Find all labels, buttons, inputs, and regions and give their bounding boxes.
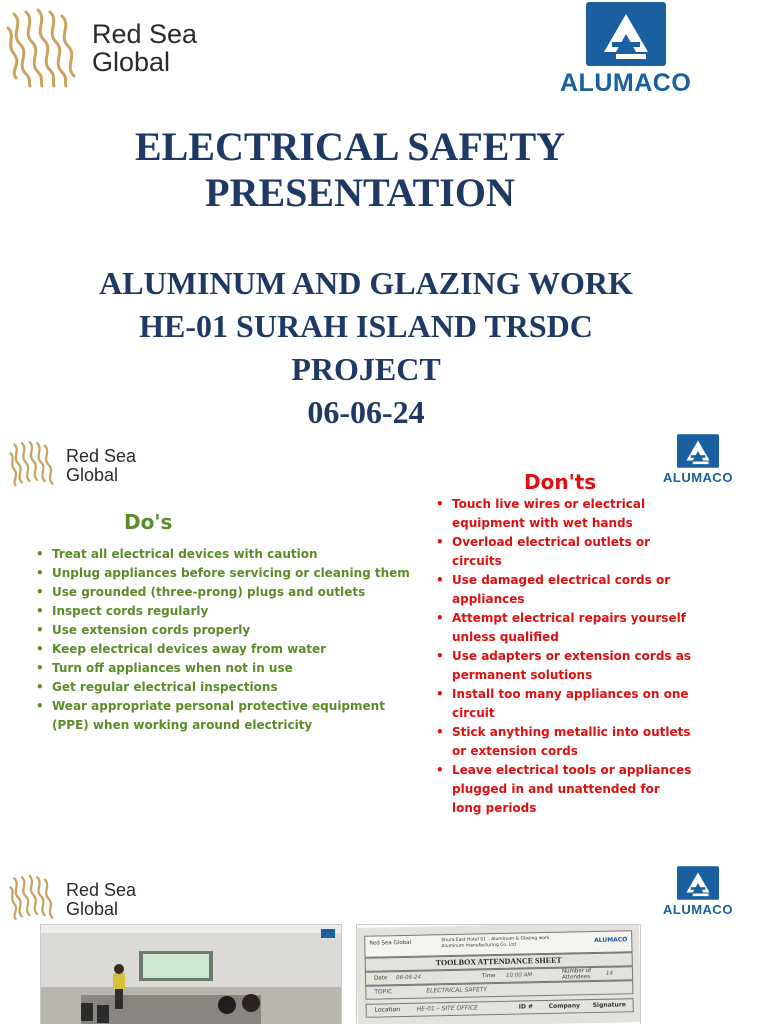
dos-item: • Use extension cords properly [32, 621, 412, 640]
alumaco-logo [560, 2, 691, 98]
sheet-attendees-label: Number of Attendees [561, 968, 592, 981]
sheet-title: TOOLBOX ATTENDANCE SHEET [365, 952, 633, 972]
dos-item: • Treat all electrical devices with caution [32, 545, 412, 564]
red-sea-global-wordmark [66, 881, 136, 919]
sheet-header-text [441, 935, 591, 950]
dos-item: • Keep electrical devices away from water [32, 640, 412, 659]
title-line1: ELECTRICAL SAFETY [134, 124, 566, 169]
rsg-line2: Global [66, 899, 119, 919]
dos-item: • Wear appropriate personal protective equipment (PPE) when working around electricity [32, 697, 412, 735]
presentation-subtitle [16, 262, 716, 432]
dos-item: • Use grounded (three-prong) plugs and outlets [32, 583, 412, 602]
donts-item: • Attempt electrical repairs yourself unless qualified [432, 609, 692, 647]
red-sea-global-logo [4, 8, 197, 88]
dos-item: • Inspect cords regularly [32, 602, 412, 621]
subtitle-line2: HE-01 SURAH ISLAND TRSDC [139, 308, 593, 344]
donts-list [432, 495, 692, 818]
red-sea-global-wave-icon [4, 8, 86, 88]
sheet-col-signature: Signature [592, 1001, 626, 1010]
alumaco-logo [663, 434, 733, 485]
subtitle-line1: ALUMINUM AND GLAZING WORK [99, 265, 633, 301]
red-sea-global-wave-icon [8, 440, 60, 492]
alumaco-wordmark: ALUMACO [560, 69, 692, 97]
sheet-rsg-line1: Red Sea [369, 940, 392, 947]
sheet-date-label: Date [373, 975, 388, 982]
red-sea-global-logo [8, 440, 136, 492]
alumaco-emblem-icon [677, 866, 719, 900]
sheet-date-value: 06-06-24 [395, 974, 422, 982]
sheet-alumaco-mark: ALUMACO [593, 936, 628, 944]
sheet-location-label: Location [374, 1006, 401, 1014]
rsg-line1: Red Sea [66, 880, 137, 901]
sheet-rsg-line2: Global [393, 939, 412, 947]
sheet-time-label: Time [481, 973, 496, 980]
donts-item: • Touch live wires or electrical equipment with wet hands [432, 495, 692, 533]
rsg-line1: Red Sea [66, 446, 137, 467]
donts-item: • Overload electrical outlets or circuits [432, 533, 692, 571]
red-sea-global-wave-icon [8, 874, 60, 926]
donts-item: • Stick anything metallic into outlets or extension cords [432, 723, 692, 761]
title-slide [0, 0, 768, 432]
alumaco-wordmark: ALUMACO [663, 470, 733, 485]
sheet-header-sub: Aluminum manufacturing Co. Ltd [441, 942, 517, 950]
sheet-col-company: Company [548, 1002, 581, 1010]
attendance-sheet-photo [356, 924, 641, 1024]
donts-item: • Leave electrical tools or appliances plugged in and unattended for long periods [432, 761, 692, 818]
alumaco-emblem-icon [677, 434, 719, 468]
sheet-location-value: HE-01 – SITE OFFICE [416, 1004, 478, 1013]
sheet-header-title: Shura East Hotel 01 – Aluminum & Glazing work [441, 935, 550, 944]
presentation-date: 06-06-24 [307, 394, 425, 430]
donts-item: • Install too many appliances on one circuit [432, 685, 692, 723]
alumaco-wordmark: ALUMACO [663, 902, 733, 917]
presentation-title [0, 124, 700, 216]
sheet-topic-value: ELECTRICAL SAFETY [426, 986, 488, 995]
donts-item: • Use damaged electrical cords or appliances [432, 571, 692, 609]
sheet-rsg-mark [369, 940, 413, 947]
rsg-line2: Global [66, 465, 119, 485]
dos-heading: Do's [124, 510, 173, 534]
sheet-col-id: ID # [518, 1003, 534, 1011]
meeting-room-photo [40, 924, 342, 1024]
donts-heading: Don'ts [524, 470, 597, 494]
alumaco-logo [663, 866, 733, 917]
sheet-time-value: 10:00 AM [505, 972, 533, 979]
rsg-line1: Red Sea [92, 18, 198, 49]
title-line2: PRESENTATION [205, 170, 515, 215]
attendance-sheet [356, 924, 641, 1024]
dos-item: • Get regular electrical inspections [32, 678, 412, 697]
red-sea-global-wordmark [66, 447, 136, 485]
rsg-line2: Global [92, 47, 171, 77]
red-sea-global-logo [8, 874, 136, 926]
meeting-room-illustration [41, 925, 341, 1024]
dos-and-donts-slide [0, 432, 768, 852]
alumaco-emblem-icon [586, 2, 666, 66]
red-sea-global-wordmark [92, 20, 197, 77]
sheet-location-row [366, 998, 634, 1018]
donts-item: • Use adapters or extension cords as permanent solutions [432, 647, 692, 685]
subtitle-line3: PROJECT [291, 351, 441, 387]
dos-item: • Turn off appliances when not in use [32, 659, 412, 678]
sheet-topic-label: TOPIC [374, 988, 393, 996]
sheet-attendees-value: 14 [605, 970, 614, 977]
dos-item: • Unplug appliances before servicing or cleaning them [32, 564, 412, 583]
toolbox-photos-slide [0, 852, 768, 1024]
dos-list [32, 545, 412, 735]
